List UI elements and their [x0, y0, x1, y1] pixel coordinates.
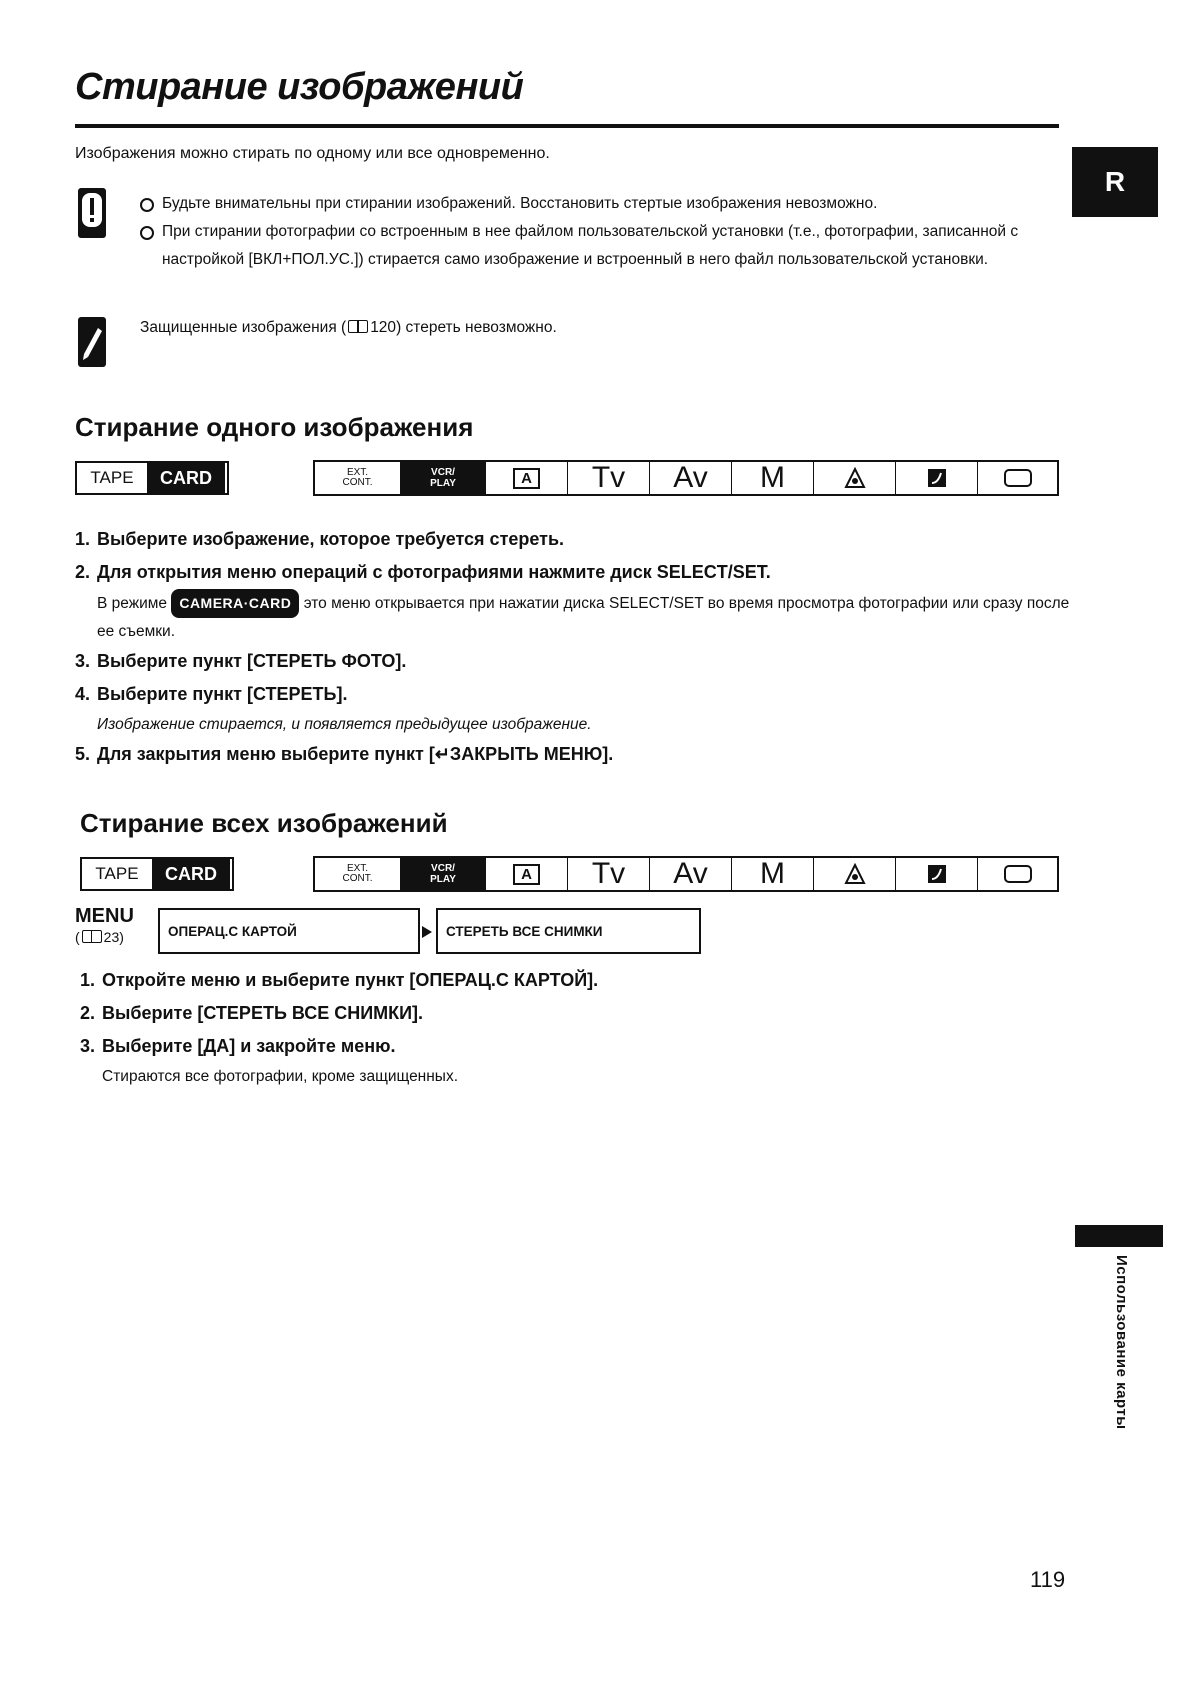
caution-item: При стирании фотографии со встроенным в нее файлом пользовательской установки (т.е., фотографии, записанной с настройкой [ВКЛ+ПОЛ.УС.]) стирается само изображение и встроенный в него файл пользовательской установки.: [140, 218, 1020, 274]
side-section-label: Использование карты: [1113, 1255, 1130, 1430]
card-label: CARD: [147, 463, 225, 493]
section-heading-all: Стирание всех изображений: [80, 808, 448, 838]
mode-auto: A: [485, 858, 567, 890]
camera-card-badge: CAMERA·CARD: [171, 589, 299, 618]
caution-item: Будьте внимательны при стирании изображений. Восстановить стертые изображения невозможно.: [140, 190, 1020, 218]
step-item: 5. Для закрытия меню выберите пункт [↵ЗАКРЫТЬ МЕНЮ].: [75, 744, 614, 764]
tape-label: TAPE: [90, 468, 134, 487]
menu-path-item: ОПЕРАЦ.С КАРТОЙ: [158, 908, 420, 954]
mode-easy-icon: [813, 858, 895, 890]
mode-scene-icon: [895, 462, 977, 494]
caution-icon: [77, 187, 107, 239]
step-note: В режиме CAMERA·CARD это меню открывается при нажатии диска SELECT/SET во время просмотра фотографии или сразу после ее съемки.: [75, 589, 1075, 645]
step-item: 1. Выберите изображение, которое требуется стереть.: [75, 529, 565, 549]
mode-tv: Tv: [567, 858, 649, 890]
card-label: CARD: [152, 859, 230, 889]
menu-label: MENU: [75, 905, 134, 927]
step-item: 3. Выберите пункт [СТЕРЕТЬ ФОТО].: [75, 651, 407, 671]
arrow-right-icon: [420, 924, 434, 940]
section-tab: R: [1072, 147, 1158, 217]
tape-label: TAPE: [95, 864, 139, 883]
menu-page-ref: ( 23): [75, 929, 124, 945]
mode-ext-cont: EXT. CONT.: [342, 467, 373, 488]
mode-av: Av: [649, 858, 731, 890]
step-item: 2. Выберите [СТЕРЕТЬ ВСЕ СНИМКИ].: [80, 1003, 424, 1023]
mode-tv: Tv: [567, 462, 649, 494]
page-title: Стирание изображений: [75, 66, 524, 108]
intro-text: Изображения можно стирать по одному или все одновременно.: [75, 145, 550, 162]
mode-av: Av: [649, 462, 731, 494]
mode-stitch-icon: [977, 462, 1057, 494]
mode-m: M: [731, 858, 813, 890]
step-item: 2. Для открытия меню операций с фотографиями нажмите диск SELECT/SET. В режиме CAMERA·CARD это меню открывается при нажатии диска SELECT/SET во время просмотра фотографии или сразу после ее съемки.: [75, 556, 1075, 645]
mode-auto: A: [485, 462, 567, 494]
medium-indicator: [75, 461, 229, 495]
mode-m: M: [731, 462, 813, 494]
mode-indicator: [313, 856, 1059, 892]
note-text: Защищенные изображения ( 120) стереть невозможно.: [140, 319, 557, 336]
note-page-ref: 120: [370, 319, 397, 336]
mode-ext-cont: EXT. CONT.: [342, 863, 373, 884]
step-item: 1. Откройте меню и выберите пункт [ОПЕРАЦ.С КАРТОЙ].: [80, 970, 599, 990]
step-note: Стираются все фотографии, кроме защищенных.: [102, 1068, 459, 1085]
caution-list: [140, 190, 1020, 274]
mode-stitch-icon: [977, 858, 1057, 890]
mode-easy-icon: [813, 462, 895, 494]
mode-scene-icon: [895, 858, 977, 890]
medium-indicator: [80, 857, 234, 891]
step-item: 4. Выберите пункт [СТЕРЕТЬ]. Изображение стирается, и появляется предыдущее изображение.: [75, 678, 1075, 738]
mode-vcr-play: VCR/ PLAY: [400, 462, 485, 494]
menu-path-item: СТЕРЕТЬ ВСЕ СНИМКИ: [436, 908, 701, 954]
page-number: 119: [1030, 1567, 1066, 1592]
title-rule: [75, 124, 1059, 128]
mode-indicator: [313, 460, 1059, 496]
mode-vcr-play: VCR/ PLAY: [400, 858, 485, 890]
steps-all: [80, 964, 1080, 1090]
steps-single: [75, 523, 1075, 771]
step-note: Изображение стирается, и появляется предыдущее изображение.: [97, 716, 592, 733]
book-icon: [82, 930, 102, 943]
side-bar: [1075, 1225, 1163, 1247]
step-item: 3. Выберите [ДА] и закройте меню. Стираются все фотографии, кроме защищенных.: [80, 1030, 1080, 1090]
book-icon: [348, 320, 368, 333]
section-heading-single: Стирание одного изображения: [75, 412, 474, 442]
note-pencil-icon: [77, 316, 107, 368]
